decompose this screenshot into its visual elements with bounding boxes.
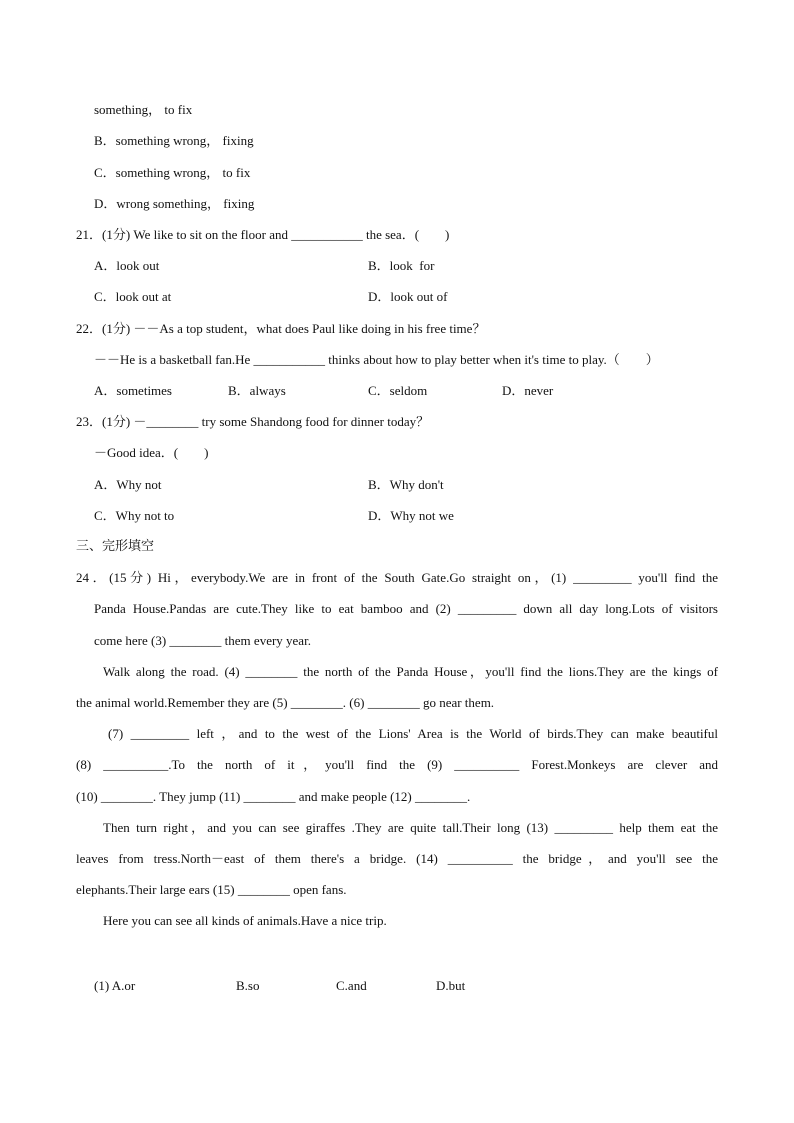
q24-paragraph4-line1: Then turn right，and you can see giraffes .They are quite tall.Their long (13) _________ help them eat the — [103, 820, 718, 835]
q22-stem: 22．(1分) －－As a top student，what does Paul like doing in his free time？ — [76, 321, 486, 336]
q20-option-c: C．something wrong， to fix — [94, 165, 251, 180]
q24-paragraph4-line3: elephants.Their large ears (15) ________ open fans. — [76, 882, 347, 897]
q21-option-c: C．look out at — [94, 289, 172, 304]
q20-option-a-continued: something， to fix — [94, 102, 193, 117]
q24-paragraph1-line2: Panda House.Pandas are cute.They like to eat bamboo and (2) _________ down all day long.Lots of visitors — [94, 601, 718, 616]
q21-option-a: A．look out — [94, 258, 160, 273]
q22-option-d: D．never — [502, 383, 554, 398]
q23-option-b: B．Why don't — [368, 477, 444, 492]
q24-paragraph2-line1: Walk along the road. (4) ________ the north of the Panda House，you'll find the lions.They are the kings of — [103, 664, 718, 679]
q23-stem: 23．(1分) －________ try some Shandong food for dinner today？ — [76, 414, 430, 429]
q24-paragraph3-line2: (8) __________.To the north of it，you'll find the (9) __________ Forest.Monkeys are clever and — [76, 757, 718, 772]
q24-item1-option-b: B.so — [236, 978, 260, 993]
section-heading-cloze: 三、完形填空 — [76, 539, 155, 554]
q23-option-a: A．Why not — [94, 477, 162, 492]
q22-option-c: C．seldom — [368, 383, 428, 398]
q24-item1-option-c: C.and — [336, 978, 367, 993]
q24-paragraph3-line1: (7) _________ left ，and to the west of the Lions' Area is the World of birds.They can make beautiful — [108, 726, 718, 741]
q24-paragraph4-line2: leaves from tress.North－east of them there's a bridge. (14) __________ the bridge，and you'll see the — [76, 851, 718, 866]
q24-paragraph2-line2: the animal world.Remember they are (5) ________. (6) ________ go near them. — [76, 695, 495, 710]
q23-option-c: C．Why not to — [94, 508, 175, 523]
q23-option-d: D．Why not we — [368, 508, 454, 523]
q24-item1-option-a: (1) A.or — [94, 978, 136, 993]
q24-paragraph3-line3: (10) ________. They jump (11) ________ and make people (12) ________. — [76, 789, 471, 804]
q22-option-b: B．always — [228, 383, 286, 398]
q21-option-d: D．look out of — [368, 289, 448, 304]
q24-paragraph5-line1: Here you can see all kinds of animals.Have a nice trip. — [103, 913, 387, 928]
q23-stem-line2: －Good idea．( ) — [94, 445, 209, 460]
q24-paragraph1-line3: come here (3) ________ them every year. — [94, 633, 311, 648]
q21-option-b: B．look for — [368, 258, 435, 273]
q20-option-d: D．wrong something， fixing — [94, 196, 255, 211]
q21-stem: 21．(1分) We like to sit on the floor and ___________ the sea．( ) — [76, 227, 450, 242]
q24-item1-option-d: D.but — [436, 978, 466, 993]
q22-stem-line2: －－He is a basketball fan.He ___________ thinks about how to play better when it's time to play.（ ） — [94, 352, 659, 367]
q22-option-a: A．sometimes — [94, 383, 172, 398]
q24-paragraph1-line1: 24．(15分) Hi，everybody.We are in front of the South Gate.Go straight on，(1) _________ you'll find the — [76, 570, 718, 585]
q20-option-b: B．something wrong， fixing — [94, 133, 254, 148]
